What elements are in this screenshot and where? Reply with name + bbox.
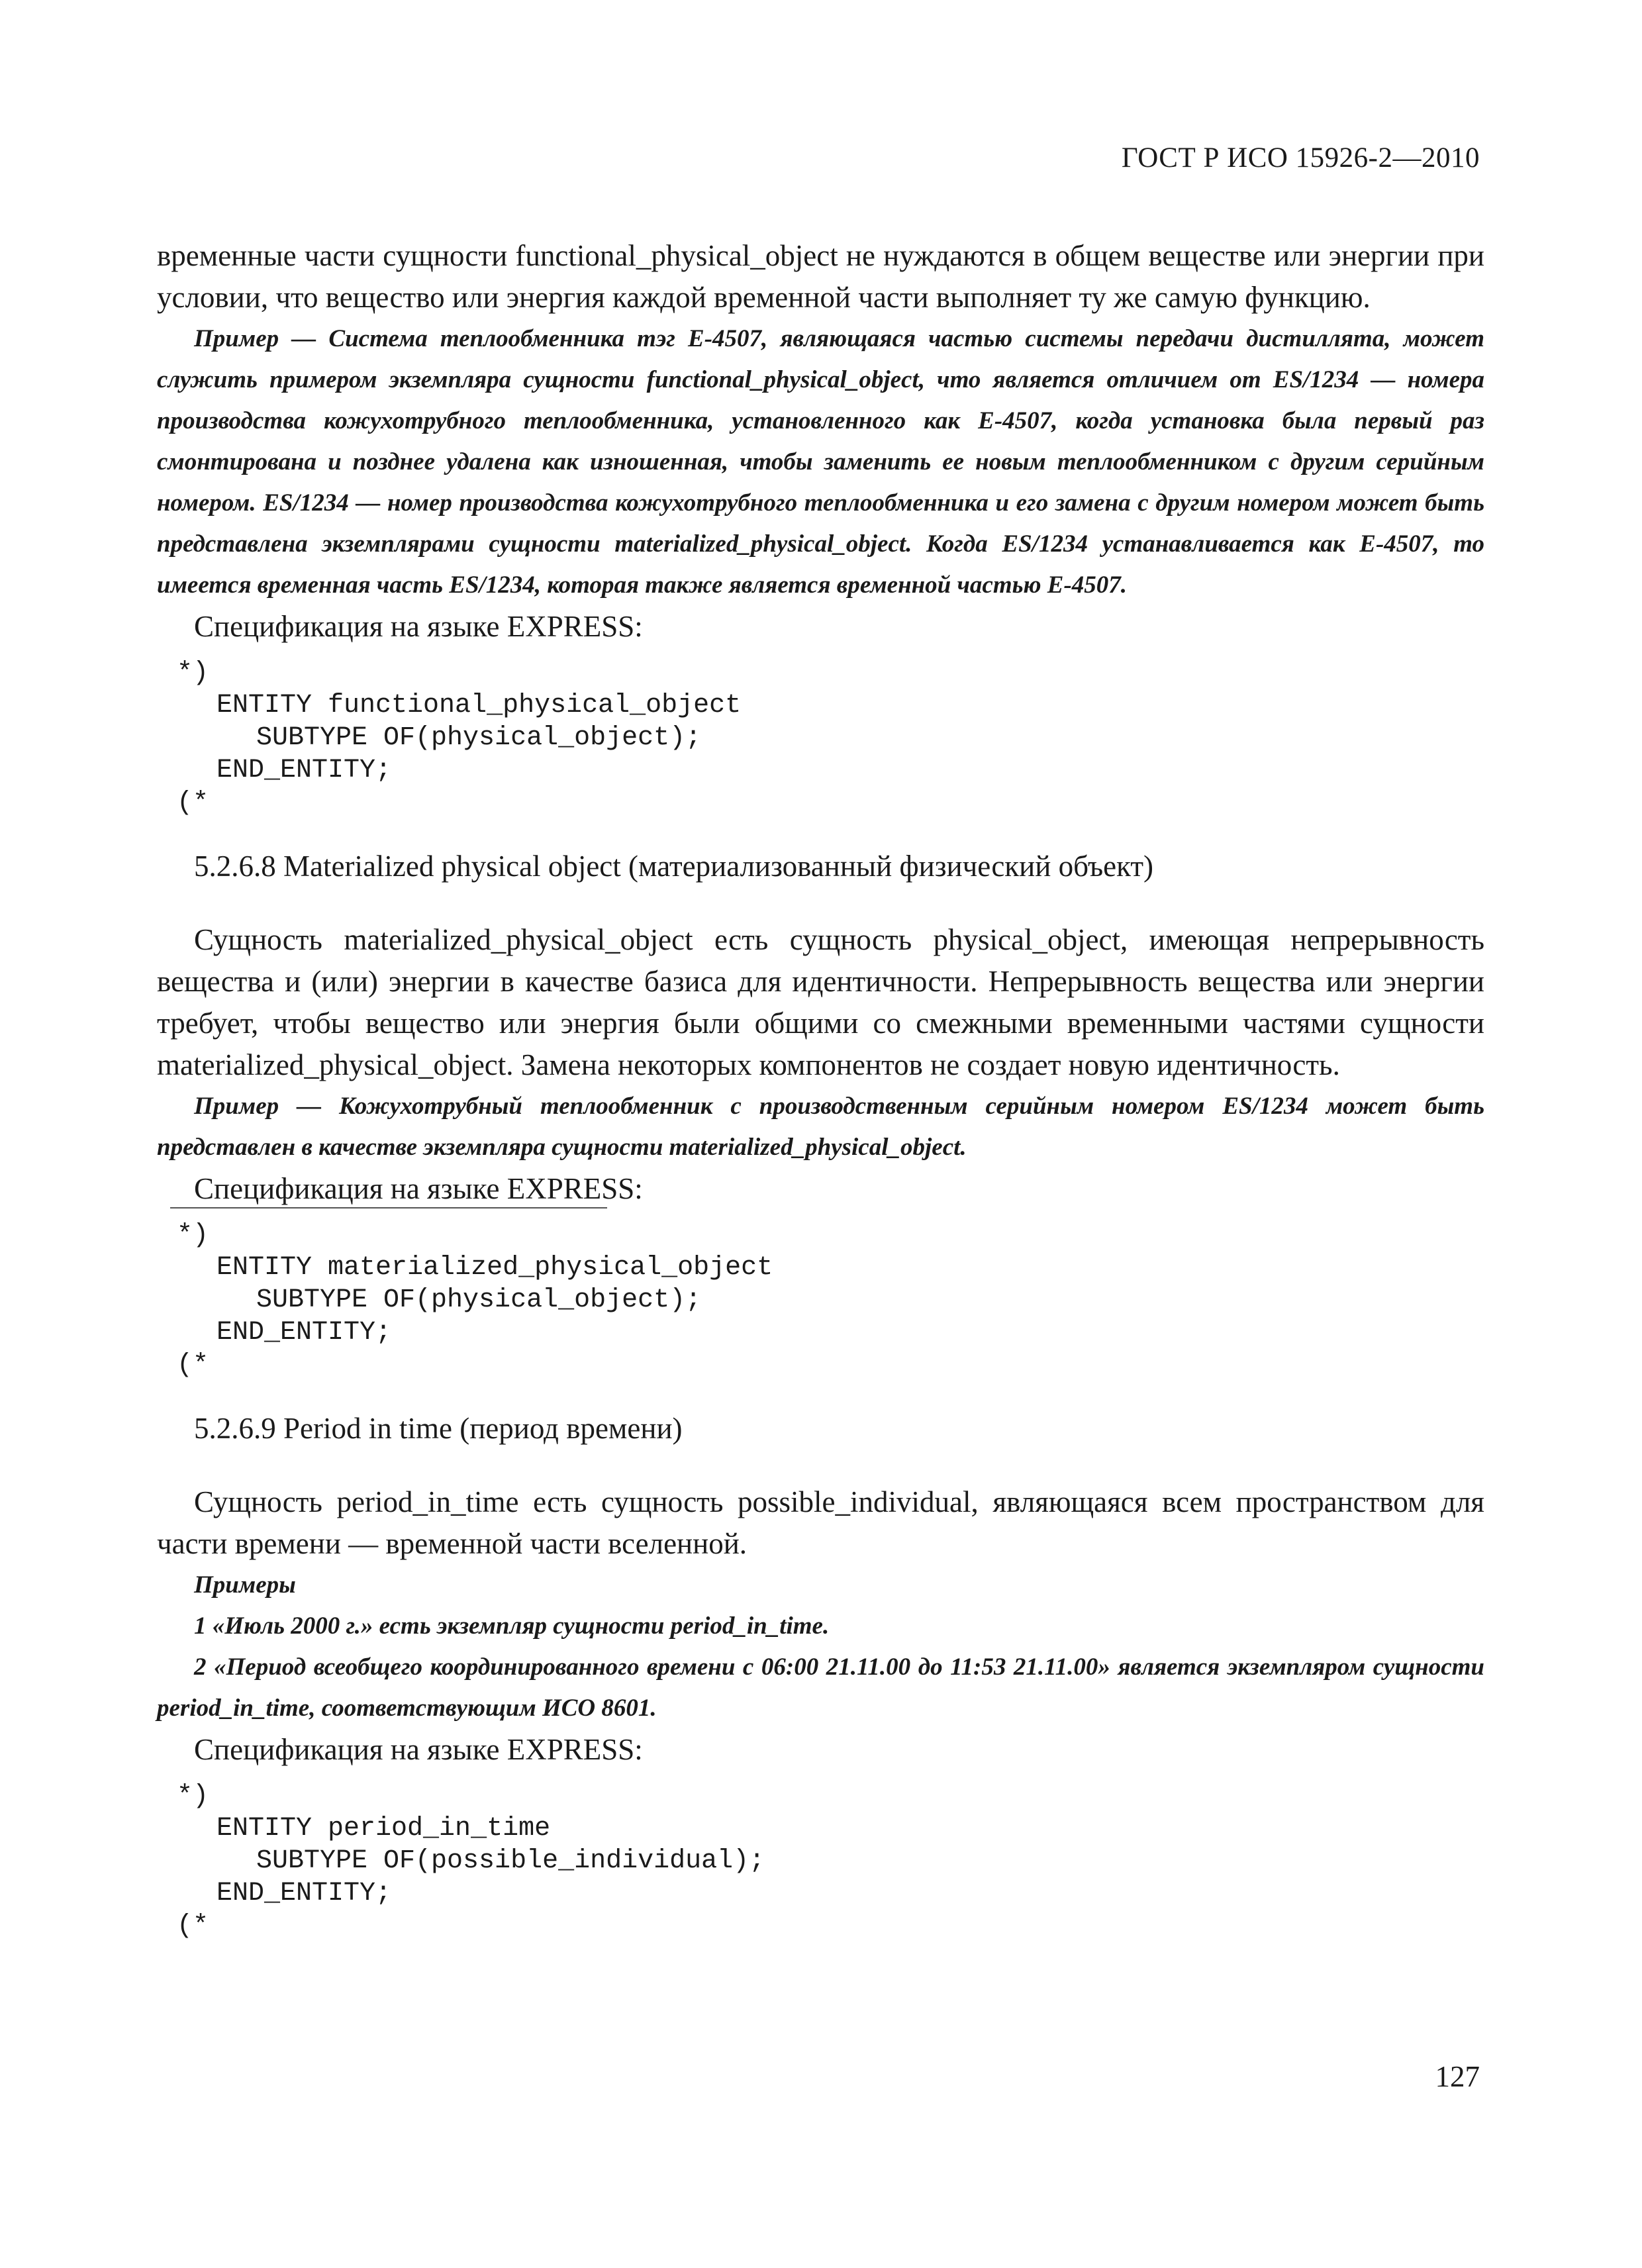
period-spec-label: Спецификация на языке EXPRESS: xyxy=(194,1733,643,1766)
intro-spec-label: Спецификация на языке EXPRESS: xyxy=(194,610,643,643)
page-number: 127 xyxy=(1435,2060,1480,2093)
materialized-paragraph: Сущность materialized_physical_object есть сущность physical_object, имеющая непрерывность вещества и (или) энергии в качестве базиса для идентичности. Непрерывность вещества или энергии требует, чтобы вещество или энергия были общими со смежными временными частями сущности materialized_physical_object. Замена некоторых компонентов не создает новую идентичность. xyxy=(157,923,1484,1081)
code-line: SUBTYPE OF(possible_individual); xyxy=(256,1846,765,1876)
section-heading-materialized: 5.2.6.8 Materialized physical object (материализованный физический объект) xyxy=(194,850,1154,883)
intro-code-block xyxy=(177,657,1484,819)
code-line: (* xyxy=(177,1911,209,1941)
code-line: *) xyxy=(177,1220,209,1250)
code-line: END_ENTITY; xyxy=(217,1879,392,1908)
code-line: SUBTYPE OF(physical_object); xyxy=(256,723,702,753)
code-line: SUBTYPE OF(physical_object); xyxy=(256,1285,702,1315)
code-line: END_ENTITY; xyxy=(217,756,392,785)
materialized-spec-label: Спецификация на языке EXPRESS: xyxy=(157,1168,1484,1210)
section-heading-period: 5.2.6.9 Period in time (период времени) xyxy=(194,1412,683,1445)
code-line: (* xyxy=(177,1350,209,1380)
code-line: ENTITY materialized_physical_object xyxy=(217,1253,773,1283)
period-example-1: 1 «Июль 2000 г.» есть экземпляр сущности period_in_time. xyxy=(194,1612,830,1640)
intro-example: Пример — Система теплообменника тэг E-4507, являющаяся частью системы передачи дистиллята, может служить примером экземпляра сущности functional_physical_object, что является отличием от ES/1234 — номера производства кожухотрубного теплообменника, установленного как E-4507, когда установка была первый раз смонтирована и позднее удалена как изношенная, чтобы заменить ее новым теплообменником с другим серийным номером. ES/1234 — номер производства кожухотрубного теплообменника и его замена с другим номером может быть представлена экземплярами сущности materialized_physical_object. Когда ES/1234 устанавливается как E-4507, то имеется временная часть ES/1234, которая также является временной частью E-4507. xyxy=(157,325,1484,599)
code-line: ENTITY period_in_time xyxy=(217,1814,551,1844)
period-paragraph: Сущность period_in_time есть сущность possible_individual, являющаяся всем пространством для части времени — временной части вселенной. xyxy=(157,1485,1484,1560)
period-example-2: 2 «Период всеобщего координированного времени с 06:00 21.11.00 до 11:53 21.11.00» является экземпляром сущности period_in_time, соответствующим ИСО 8601. xyxy=(157,1653,1484,1722)
code-line: (* xyxy=(177,788,209,818)
code-line: *) xyxy=(177,658,209,688)
code-line: ENTITY functional_physical_object xyxy=(217,691,742,720)
code-line: END_ENTITY; xyxy=(217,1318,392,1348)
document-header: ГОСТ Р ИСО 15926-2—2010 xyxy=(1121,142,1480,173)
code-line: *) xyxy=(177,1781,209,1811)
period-code-block xyxy=(177,1780,1484,1942)
intro-paragraph: временные части сущности functional_physical_object не нуждаются в общем веществе или энергии при условии, что вещество или энергия каждой временной части выполняет ту же самую функцию. xyxy=(157,239,1484,314)
page-content xyxy=(157,235,1484,1942)
materialized-code-block xyxy=(177,1219,1484,1381)
materialized-example: Пример — Кожухотрубный теплообменник с производственным серийным номером ES/1234 может быть представлен в качестве экземпляра сущности materialized_physical_object. xyxy=(157,1093,1484,1161)
period-examples-title: Примеры xyxy=(194,1571,296,1599)
